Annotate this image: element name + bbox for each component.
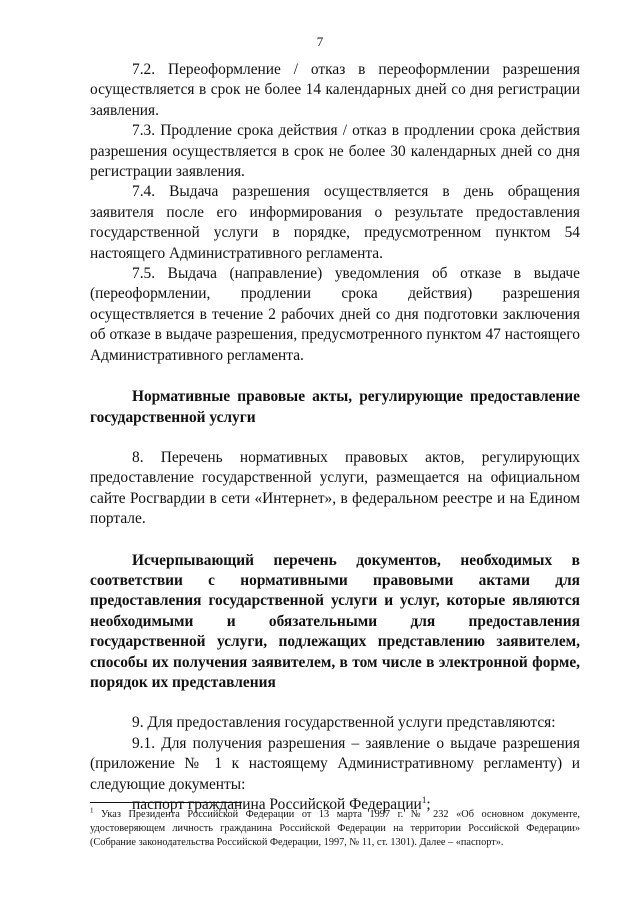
footnote-marker: 1 bbox=[90, 806, 94, 815]
passport-text: паспорт гражданина Российской Федерации bbox=[132, 796, 422, 813]
section-heading-legal-acts: Нормативные правовые акты, регулирующие предоставление государственной услуги bbox=[90, 388, 580, 426]
paragraph-7-2: 7.2. Переоформление / отказ в переоформлении разрешения осуществляется в срок не более 14 календарных дней со дня регистрации заявления. bbox=[90, 61, 580, 119]
footnote-reference: 1 bbox=[421, 794, 427, 805]
paragraph-8: 8. Перечень нормативных правовых актов, регулирующих предоставление государственной услуги, размещается на официальном сайте Росгвардии в сети «Интернет», в федеральном реестре и на Едином портале. bbox=[90, 448, 580, 528]
page-number: 7 bbox=[316, 34, 324, 49]
section-heading-documents-list: Исчерпывающий перечень документов, необходимых в соответствии с нормативными правовыми актами для предоставления государственной услуги и услуг, которые являются необходимыми и обязательными для предоставления государственной услуги, подлежащих представлению заявителем, способы их получения заявителем, в том числе в электронной форме, порядок их представления bbox=[90, 551, 580, 691]
paragraph-9: 9. Для предоставления государственной услуги представляются: bbox=[132, 714, 556, 732]
footnote bbox=[90, 808, 580, 849]
paragraph-7-4: 7.4. Выдача разрешения осуществляется в день обращения заявителя после его информирования о результате предоставления государственной услуги в порядке, предусмотренном пунктом 54 настоящего Административного регламента. bbox=[90, 183, 580, 262]
spacer bbox=[90, 693, 580, 713]
footnote-text: Указ Президента Российской Федерации от 13 марта 1997 г. № 232 «Об основном документе, удостоверяющем личность гражданина Российской Федерации на территории Российской Федерации» (Собрание законодательства Российской Федерации, 1997, № 11, ст. 1301). Далее – «паспорт». bbox=[90, 809, 580, 848]
paragraph-7-5: 7.5. Выдача (направление) уведомления об отказе в выдаче (переоформлении, продлении срока действия) разрешения осуществляется в течение 2 рабочих дней со дня подготовки заключения об отказе в выдаче разрешения, предусмотренного пунктом 47 настоящего Административного регламента. bbox=[90, 265, 580, 364]
document-body bbox=[90, 60, 580, 815]
passport-text-end: ; bbox=[426, 796, 431, 813]
spacer bbox=[90, 530, 580, 551]
spacer bbox=[90, 366, 580, 387]
paragraph-7-3: 7.3. Продление срока действия / отказ в продлении срока действия разрешения осуществляется в срок не более 30 календарных дней со дня регистрации заявления. bbox=[90, 122, 580, 181]
spacer bbox=[90, 428, 580, 448]
footnote-separator bbox=[90, 802, 242, 803]
paragraph-9-1: 9.1. Для получения разрешения – заявление о выдаче разрешения (приложение № 1 к настоящему Административному регламенту) и следующие документы: bbox=[90, 734, 580, 793]
